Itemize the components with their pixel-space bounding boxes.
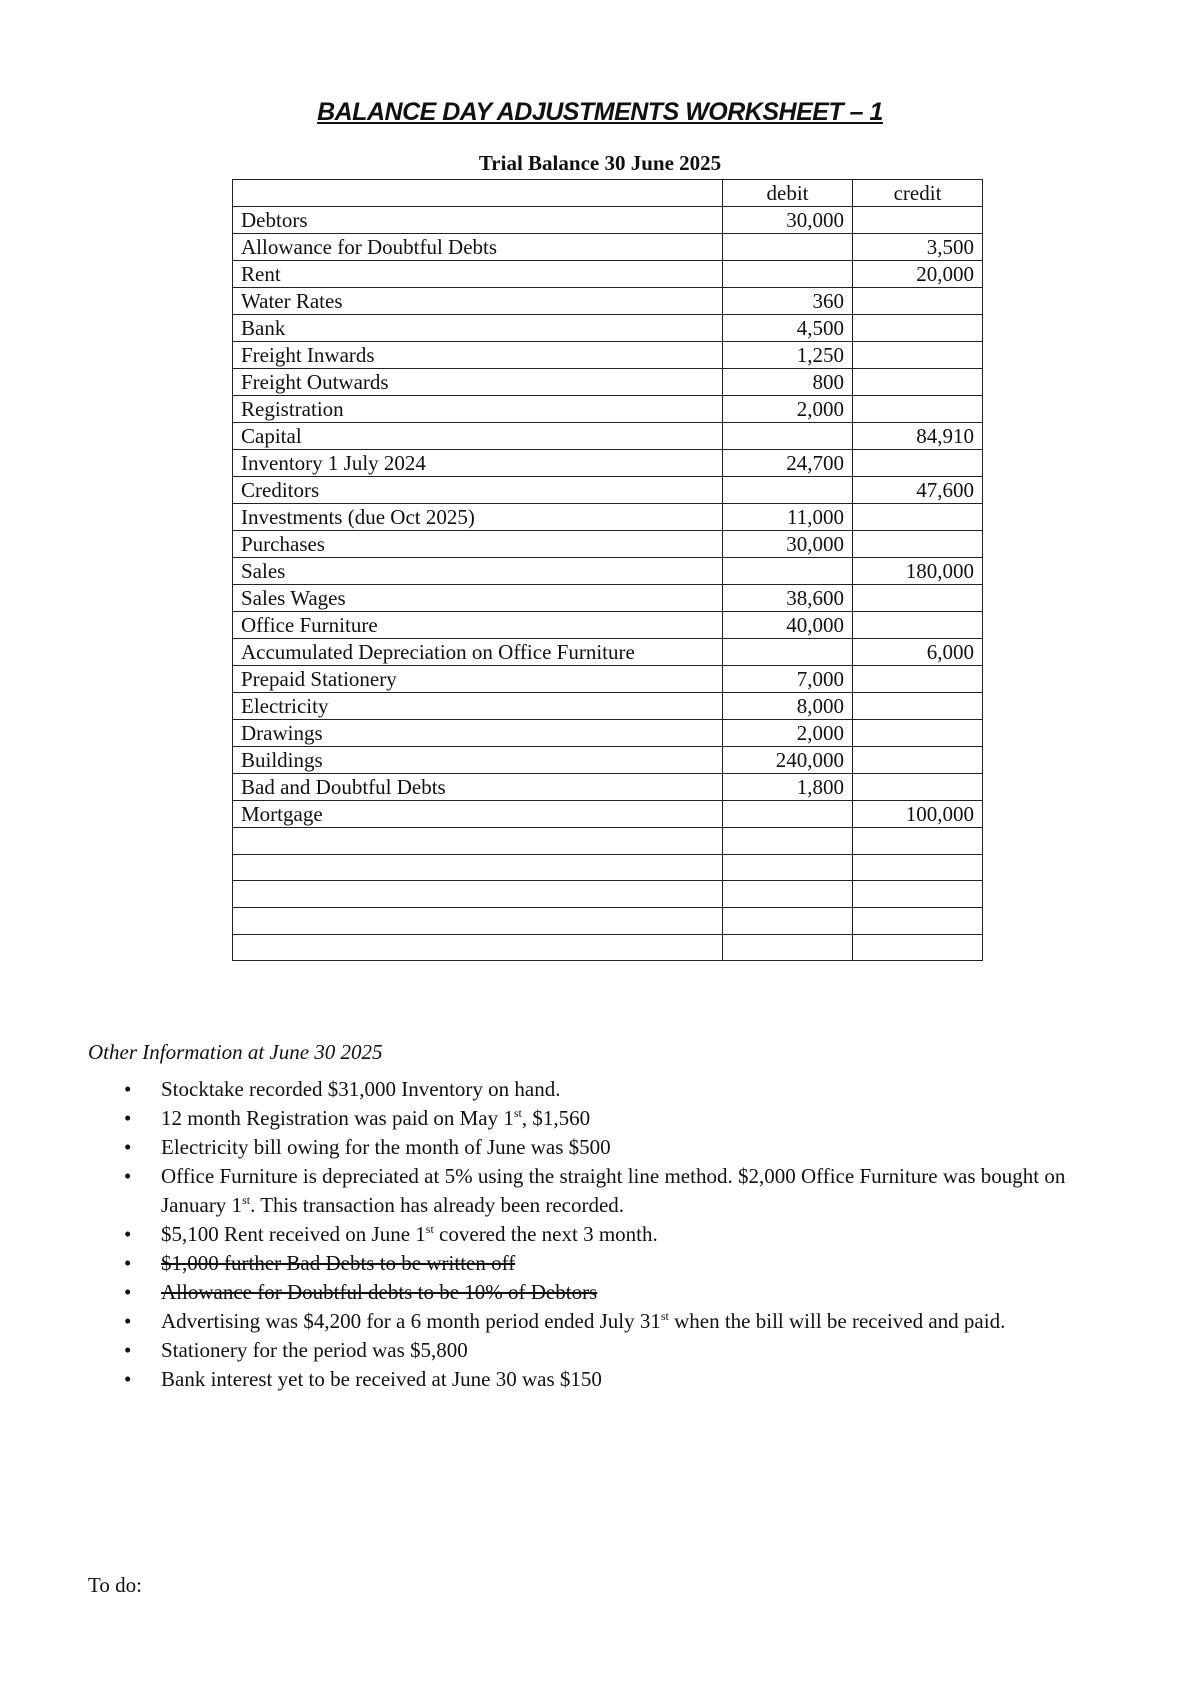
- bullet-icon: •: [124, 1077, 132, 1101]
- credit-cell: [853, 342, 983, 369]
- list-item: [88, 1278, 1078, 1307]
- account-cell: [233, 854, 723, 881]
- item-text: Bank interest yet to be received at June 30 was $150: [161, 1367, 602, 1391]
- table-row: [233, 504, 983, 531]
- ordinal-suffix: st: [660, 1309, 669, 1323]
- item-text: Advertising was $4,200 for a 6 month period ended July 31: [161, 1309, 661, 1333]
- item-text: Stocktake recorded $31,000 Inventory on hand.: [161, 1077, 561, 1101]
- account-cell: Mortgage: [233, 801, 723, 828]
- table-row: [233, 261, 983, 288]
- table-row: [233, 639, 983, 666]
- bullet-icon: •: [124, 1106, 132, 1130]
- account-cell: Inventory 1 July 2024: [233, 450, 723, 477]
- bullet-icon: •: [124, 1367, 132, 1391]
- debit-cell: 1,250: [723, 342, 853, 369]
- bullet-icon: •: [124, 1222, 132, 1246]
- debit-cell: 360: [723, 288, 853, 315]
- table-row: [233, 288, 983, 315]
- table-row: [233, 774, 983, 801]
- bullet-icon: •: [124, 1164, 132, 1188]
- credit-cell: 100,000: [853, 801, 983, 828]
- bullet-icon: •: [124, 1135, 132, 1159]
- debit-cell: 7,000: [723, 666, 853, 693]
- table-row: [233, 234, 983, 261]
- account-cell: Office Furniture: [233, 612, 723, 639]
- table-row: [233, 828, 983, 855]
- table-header-row: [233, 180, 983, 207]
- table-row: [233, 585, 983, 612]
- table-row: [233, 908, 983, 935]
- item-text: Office Furniture is depreciated at 5% using the straight line method. $2,000 Office Furniture was bought on January 1: [161, 1164, 1066, 1217]
- account-cell: Debtors: [233, 207, 723, 234]
- debit-cell: [723, 423, 853, 450]
- debit-cell: [723, 261, 853, 288]
- item-text: . This transaction has already been recorded.: [250, 1193, 625, 1217]
- account-column-header: [233, 180, 723, 207]
- item-text: when the bill will be received and paid.: [668, 1309, 1006, 1333]
- credit-cell: 20,000: [853, 261, 983, 288]
- debit-cell: 2,000: [723, 396, 853, 423]
- list-item: [88, 1075, 1078, 1104]
- account-cell: Accumulated Depreciation on Office Furniture: [233, 639, 723, 666]
- table-row: [233, 720, 983, 747]
- credit-cell: 6,000: [853, 639, 983, 666]
- account-cell: Buildings: [233, 747, 723, 774]
- debit-cell: [723, 639, 853, 666]
- debit-cell: [723, 854, 853, 881]
- debit-cell: 30,000: [723, 207, 853, 234]
- account-cell: Freight Outwards: [233, 369, 723, 396]
- list-item: [88, 1133, 1078, 1162]
- ordinal-suffix: st: [425, 1222, 434, 1236]
- credit-cell: [853, 881, 983, 908]
- account-cell: Electricity: [233, 693, 723, 720]
- credit-cell: [853, 828, 983, 855]
- debit-cell: 2,000: [723, 720, 853, 747]
- credit-cell: [853, 774, 983, 801]
- list-item: [88, 1336, 1078, 1365]
- credit-cell: 47,600: [853, 477, 983, 504]
- item-text: covered the next 3 month.: [433, 1222, 658, 1246]
- credit-cell: [853, 747, 983, 774]
- debit-cell: [723, 477, 853, 504]
- account-cell: Registration: [233, 396, 723, 423]
- debit-cell: [723, 881, 853, 908]
- account-cell: Sales Wages: [233, 585, 723, 612]
- account-cell: Allowance for Doubtful Debts: [233, 234, 723, 261]
- debit-cell: 800: [723, 369, 853, 396]
- ordinal-suffix: st: [242, 1193, 251, 1207]
- item-text: $1,000 further Bad Debts to be written off: [161, 1251, 516, 1275]
- table-row: [233, 801, 983, 828]
- debit-cell: 240,000: [723, 747, 853, 774]
- list-item: [88, 1365, 1078, 1394]
- table-row: [233, 477, 983, 504]
- table-row: [233, 531, 983, 558]
- table-row: [233, 747, 983, 774]
- item-text: , $1,560: [521, 1106, 591, 1130]
- table-row: [233, 666, 983, 693]
- bullet-icon: •: [124, 1338, 132, 1362]
- table-row: [233, 315, 983, 342]
- table-row: [233, 612, 983, 639]
- bullet-icon: •: [124, 1280, 132, 1304]
- credit-cell: [853, 315, 983, 342]
- credit-cell: [853, 693, 983, 720]
- table-row: [233, 558, 983, 585]
- credit-cell: [853, 369, 983, 396]
- list-item: [88, 1220, 1078, 1249]
- debit-cell: [723, 234, 853, 261]
- trial-balance-table: [232, 179, 983, 961]
- debit-cell: 1,800: [723, 774, 853, 801]
- debit-cell: 24,700: [723, 450, 853, 477]
- table-row: [233, 207, 983, 234]
- table-row: [233, 423, 983, 450]
- debit-cell: 8,000: [723, 693, 853, 720]
- credit-cell: [853, 585, 983, 612]
- table-row: [233, 934, 983, 961]
- account-cell: [233, 881, 723, 908]
- debit-cell: 11,000: [723, 504, 853, 531]
- table-row: [233, 854, 983, 881]
- credit-cell: 84,910: [853, 423, 983, 450]
- debit-column-header: debit: [723, 180, 853, 207]
- debit-cell: 4,500: [723, 315, 853, 342]
- account-cell: Purchases: [233, 531, 723, 558]
- bullet-icon: •: [124, 1309, 132, 1333]
- credit-cell: 180,000: [853, 558, 983, 585]
- account-cell: Drawings: [233, 720, 723, 747]
- other-information-heading: Other Information at June 30 2025: [88, 1040, 383, 1064]
- list-item: [88, 1249, 1078, 1278]
- item-text: 12 month Registration was paid on May 1: [161, 1106, 514, 1130]
- credit-cell: [853, 288, 983, 315]
- account-cell: Investments (due Oct 2025): [233, 504, 723, 531]
- item-text: Electricity bill owing for the month of June was $500: [161, 1135, 611, 1159]
- debit-cell: [723, 908, 853, 935]
- credit-cell: [853, 504, 983, 531]
- trial-balance-heading: Trial Balance 30 June 2025: [478, 151, 722, 175]
- account-cell: Creditors: [233, 477, 723, 504]
- bullet-icon: •: [124, 1251, 132, 1275]
- account-cell: Capital: [233, 423, 723, 450]
- table-row: [233, 881, 983, 908]
- debit-cell: 38,600: [723, 585, 853, 612]
- debit-cell: [723, 934, 853, 961]
- todo-label: To do:: [88, 1573, 142, 1597]
- account-cell: [233, 934, 723, 961]
- account-cell: Freight Inwards: [233, 342, 723, 369]
- credit-cell: [853, 854, 983, 881]
- table-row: [233, 342, 983, 369]
- account-cell: Rent: [233, 261, 723, 288]
- credit-cell: [853, 934, 983, 961]
- table-row: [233, 396, 983, 423]
- debit-cell: [723, 558, 853, 585]
- ordinal-suffix: st: [513, 1106, 522, 1120]
- credit-cell: [853, 908, 983, 935]
- credit-column-header: credit: [853, 180, 983, 207]
- other-information-list: [88, 1075, 1078, 1394]
- item-text: Stationery for the period was $5,800: [161, 1338, 468, 1362]
- list-item: [88, 1307, 1078, 1336]
- account-cell: Bad and Doubtful Debts: [233, 774, 723, 801]
- credit-cell: [853, 612, 983, 639]
- debit-cell: 40,000: [723, 612, 853, 639]
- item-text: $5,100 Rent received on June 1: [161, 1222, 426, 1246]
- account-cell: Bank: [233, 315, 723, 342]
- table-row: [233, 369, 983, 396]
- account-cell: [233, 828, 723, 855]
- account-cell: Prepaid Stationery: [233, 666, 723, 693]
- account-cell: Sales: [233, 558, 723, 585]
- credit-cell: 3,500: [853, 234, 983, 261]
- credit-cell: [853, 666, 983, 693]
- credit-cell: [853, 531, 983, 558]
- credit-cell: [853, 720, 983, 747]
- worksheet-title: BALANCE DAY ADJUSTMENTS WORKSHEET – 1: [317, 98, 883, 126]
- account-cell: Water Rates: [233, 288, 723, 315]
- list-item: [88, 1104, 1078, 1133]
- list-item: [88, 1162, 1078, 1220]
- debit-cell: [723, 801, 853, 828]
- item-text: Allowance for Doubtful debts to be 10% of Debtors: [161, 1280, 598, 1304]
- credit-cell: [853, 396, 983, 423]
- account-cell: [233, 908, 723, 935]
- credit-cell: [853, 207, 983, 234]
- table-row: [233, 450, 983, 477]
- debit-cell: [723, 828, 853, 855]
- table-row: [233, 693, 983, 720]
- debit-cell: 30,000: [723, 531, 853, 558]
- credit-cell: [853, 450, 983, 477]
